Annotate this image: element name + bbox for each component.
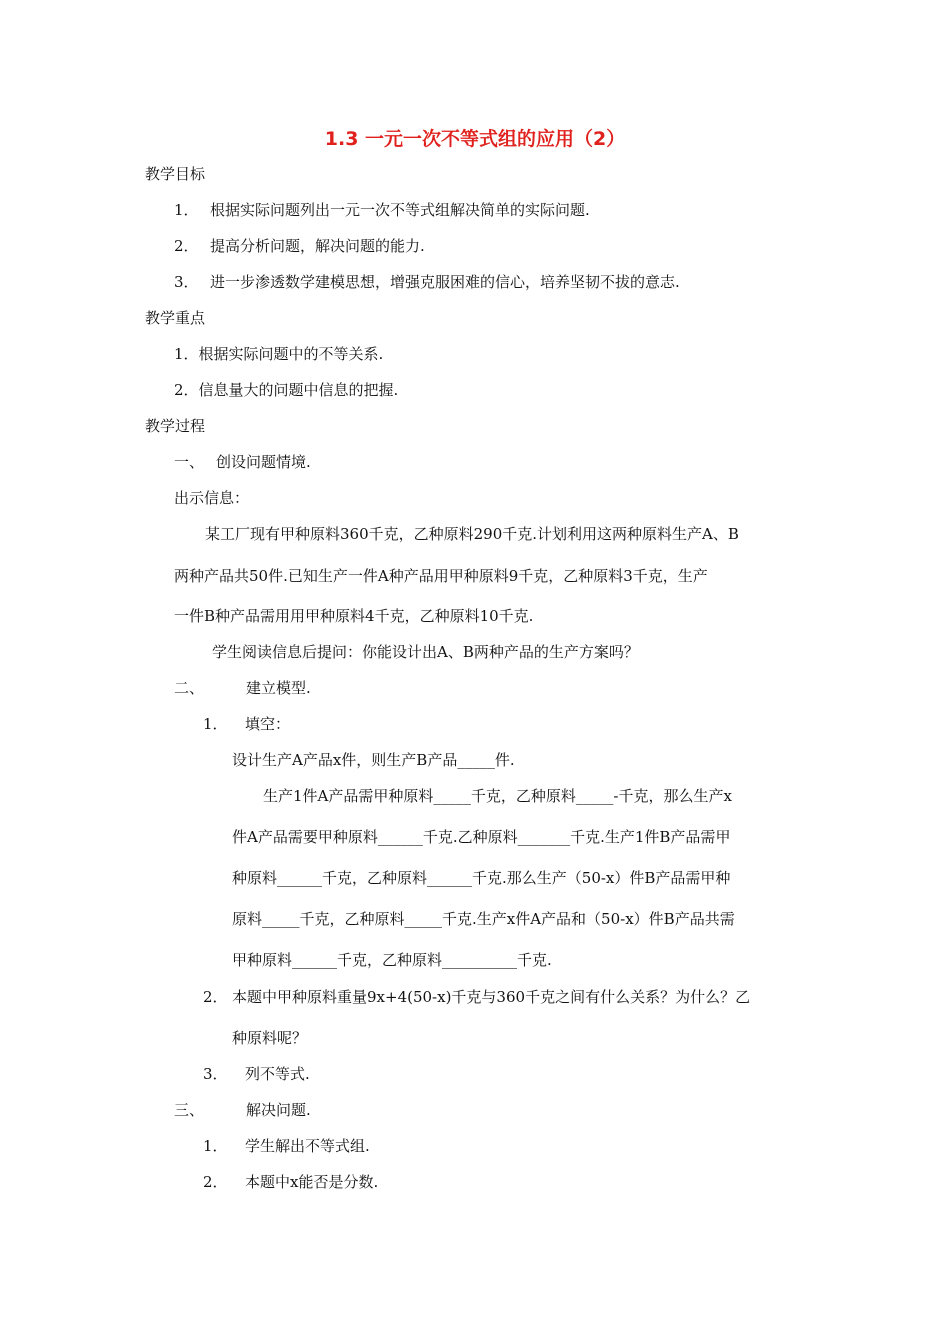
focus-item-1: 1．根据实际问题中的不等关系. xyxy=(174,345,384,363)
part3-item-1-num: 1． xyxy=(203,1137,228,1155)
fill-num: 1． xyxy=(203,715,228,733)
student-question: 学生阅读信息后提问：你能设计出A、B两种产品的生产方案吗？ xyxy=(212,643,639,661)
question-3-num: 3． xyxy=(203,1065,228,1083)
part3-item-1-text: 学生解出不等式组. xyxy=(245,1137,370,1155)
goal-item-3-text: 进一步渗透数学建模思想，增强克服困难的信心，培养坚韧不拔的意志. xyxy=(210,273,680,291)
part1-heading xyxy=(174,452,311,472)
goal-item-2-num: 2． xyxy=(174,237,199,255)
info-line-1: 某工厂现有甲种原料360千克，乙种原料290千克.计划利用这两种原料生产A、B xyxy=(205,525,739,543)
fill-line-5: 原料_____千克，乙种原料_____千克.生产x件A产品和（50-x）件B产品共需 xyxy=(232,910,735,928)
goal-item-2-text: 提高分析问题，解决问题的能力. xyxy=(210,237,425,255)
fill-line-4: 种原料______千克，乙种原料______千克.那么生产（50-x）件B产品需甲种 xyxy=(232,869,731,887)
question-2-text-1: 本题中甲种原料重量9x+4(50-x)千克与360千克之间有什么关系？为什么？乙 xyxy=(232,988,751,1006)
info-label: 出示信息： xyxy=(174,489,250,507)
fill-line-3: 件A产品需要甲种原料______千克.乙种原料_______千克.生产1件B产品需甲 xyxy=(232,828,731,846)
fill-label: 填空： xyxy=(245,715,291,733)
page-title: 1.3 一元一次不等式组的应用（2） xyxy=(324,128,626,150)
goals-heading: 教学目标 xyxy=(145,165,206,183)
part1-title: 创设问题情境. xyxy=(216,453,311,471)
part1-num: 一、 xyxy=(174,453,205,471)
fill-line-2: 生产1件A产品需甲种原料_____千克，乙种原料_____-千克，那么生产x xyxy=(263,787,732,805)
part3-title: 解决问题. xyxy=(246,1101,311,1119)
part2-title: 建立模型. xyxy=(246,679,311,697)
question-3-text: 列不等式. xyxy=(245,1065,310,1083)
part2-num: 二、 xyxy=(174,679,205,697)
question-2-line-1 xyxy=(203,987,750,1007)
goal-item-3 xyxy=(174,272,680,292)
process-heading: 教学过程 xyxy=(145,417,206,435)
goal-item-1 xyxy=(174,200,590,220)
part3-item-1 xyxy=(203,1136,370,1156)
part2-heading xyxy=(174,678,311,698)
info-line-3: 一件B种产品需用用甲种原料4千克，乙种原料10千克. xyxy=(174,607,534,625)
question-2-num: 2． xyxy=(203,988,228,1006)
info-line-2: 两种产品共50件.已知生产一件A种产品用甲种原料9千克，乙种原料3千克，生产 xyxy=(174,567,708,585)
fill-line-6: 甲种原料______千克，乙种原料__________千克. xyxy=(232,951,552,969)
focus-heading: 教学重点 xyxy=(145,309,206,327)
goal-item-1-num: 1． xyxy=(174,201,199,219)
goal-item-2 xyxy=(174,236,425,256)
part3-item-2-num: 2． xyxy=(203,1173,228,1191)
part3-heading xyxy=(174,1100,311,1120)
fill-line-1: 设计生产A产品x件，则生产B产品_____件. xyxy=(232,751,515,769)
part3-item-2-text: 本题中x能否是分数. xyxy=(245,1173,379,1191)
goal-item-1-text: 根据实际问题列出一元一次不等式组解决简单的实际问题. xyxy=(210,201,590,219)
fill-heading xyxy=(203,714,290,734)
goal-item-3-num: 3． xyxy=(174,273,199,291)
part3-item-2 xyxy=(203,1172,378,1192)
focus-item-2: 2．信息量大的问题中信息的把握. xyxy=(174,381,399,399)
part3-num: 三、 xyxy=(174,1101,205,1119)
question-3 xyxy=(203,1064,310,1084)
question-2-line-2: 种原料呢？ xyxy=(232,1029,308,1047)
